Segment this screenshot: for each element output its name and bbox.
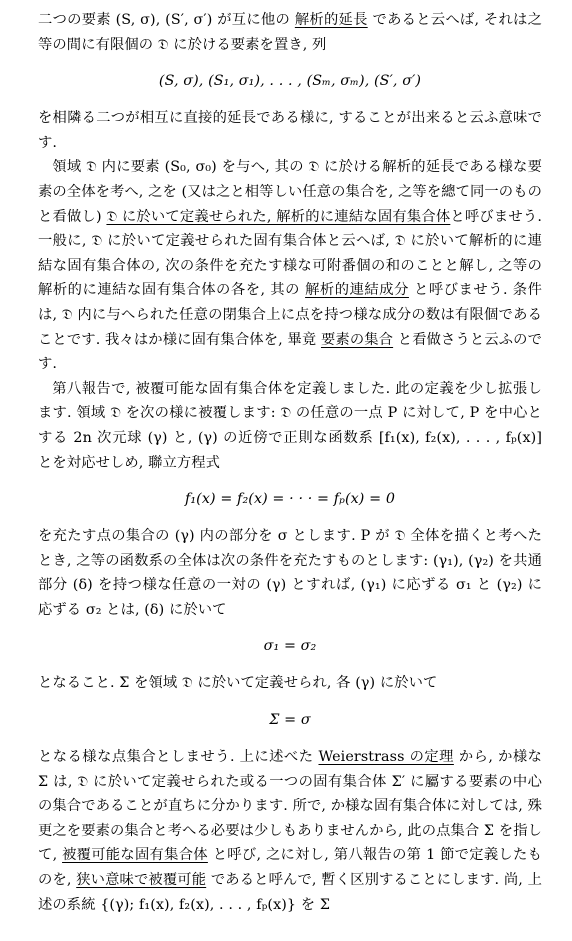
text-run: 領域 𝔇 内に要素 (S₀, σ₀) を与へ, 其の 𝔇 に於ける解析的延長である様な要素の全体を考へ, 之を (又は之と相等しい任意の集合を, 之等を總て同一のものと看做し) bbox=[38, 159, 542, 225]
text-run: となる様な点集合としませう. 上に述べた bbox=[38, 749, 319, 766]
equation-sigma-equal: σ₁ = σ₂ bbox=[263, 638, 317, 655]
equation-system: f₁(x) = f₂(x) = · · · = fₚ(x) = 0 bbox=[184, 491, 396, 508]
paragraph-7 bbox=[38, 745, 542, 917]
paragraph bbox=[38, 8, 542, 57]
text-run: を相隣る二つが相互に直接的延長である様に, することが出来ると云ふ意味です. bbox=[38, 110, 542, 151]
text-run: であると呼んで, 暫く区別することにします. 尚, 上述の系統 {(γ); f₁(x), f₂(x), . . . , fₚ(x)} を Σ bbox=[38, 872, 542, 913]
paragraph-2 bbox=[38, 106, 542, 155]
underlined-term: 狭い意味で被覆可能 bbox=[76, 872, 207, 889]
underlined-term: 解析的延長 bbox=[294, 12, 368, 28]
text-run: と呼び, 之に対し, 第八報告の第 1 節で定義したものを, bbox=[38, 847, 542, 889]
paragraph-5 bbox=[38, 524, 542, 622]
text-run: 第八報告で, 被覆可能な固有集合体を定義しました. 此の定義を少し拡張します. 領域 𝔇 を次の様に被覆します: 𝔇 の任意の一点 P に対して, P を中心とする 2n 次元球 (γ) と, (γ) の近傍で正則な函数系 [f₁(x), f₂(x), . . . , fₚ(x)] とを対応せしめ, 聯立方程式 bbox=[38, 380, 542, 471]
text-run: 二つの要素 (S, σ), (S′, σ′) が互に他の bbox=[38, 12, 295, 28]
text-run: であると云へば, それは之等の間に有限個の 𝔇 に於ける要素を置き, 列 bbox=[38, 12, 542, 53]
underlined-term: 要素の集合 bbox=[320, 331, 394, 348]
underlined-term: 被覆可能な固有集合体 bbox=[62, 847, 208, 864]
text-run: と看做さうと云ふのです. bbox=[38, 331, 542, 373]
paragraph-1 bbox=[38, 8, 542, 57]
equation-Sigma-equal: Σ = σ bbox=[269, 712, 311, 729]
underlined-term: Weierstrass の定理 bbox=[318, 749, 454, 766]
equation-sequence: (S, σ), (S₁, σ₁), . . . , (Sₘ, σₘ), (S′, σ′) bbox=[158, 73, 422, 90]
text-run: となること. Σ を領域 𝔇 に於いて定義せられ, 各 (γ) に於いて bbox=[38, 675, 438, 692]
paragraph-6 bbox=[38, 671, 542, 696]
underlined-term: 解析的連結成分 bbox=[305, 282, 409, 299]
paragraph-3 bbox=[38, 155, 542, 376]
underlined-term: 𝔇 に於いて定義せられた, 解析的に連結な固有集合体 bbox=[106, 208, 451, 225]
text-run: を充たす点の集合の (γ) 内の部分を σ とします. P が 𝔇 全体を描くと考へたとき, 之等の函数系の全体は次の条件を充たすものとします: (γ₁), (γ₂) を共通部分 (δ) を持つ様な任意の一対の (γ) とすれば, (γ₁) に応ずる σ₁ と (γ₂) に応ずる σ₂ とは, (δ) に於いて bbox=[38, 528, 542, 618]
text-run: と呼びませう. 一般に, 𝔇 に於いて定義せられた固有集合体と云へば, 𝔇 に於いて解析的に連結な固有集合体の, 次の条件を充たす様な可附番個の和のことと解し, 之等の解析的に連結な固有集合体の各を, 其の bbox=[38, 208, 542, 299]
text-run: から, か様な Σ は, 𝔇 に於いて定義せられた或る一つの固有集合体 Σ′ に屬する要素の中心の集合であることが直ちに分かります. 所で, か様な固有集合体に対しては, 殊更之を要素の集合と考へる必要は少しもありませんから, 此の点集合 Σ を指して, bbox=[38, 749, 543, 864]
text-run: と呼びませう. 条件は, 𝔇 内に与へられた任意の閉集合上に点を持つ様な成分の数は有限個であることです. 我々はか様に固有集合体を, 畢竟 bbox=[38, 282, 543, 348]
paragraph-4 bbox=[38, 377, 542, 475]
